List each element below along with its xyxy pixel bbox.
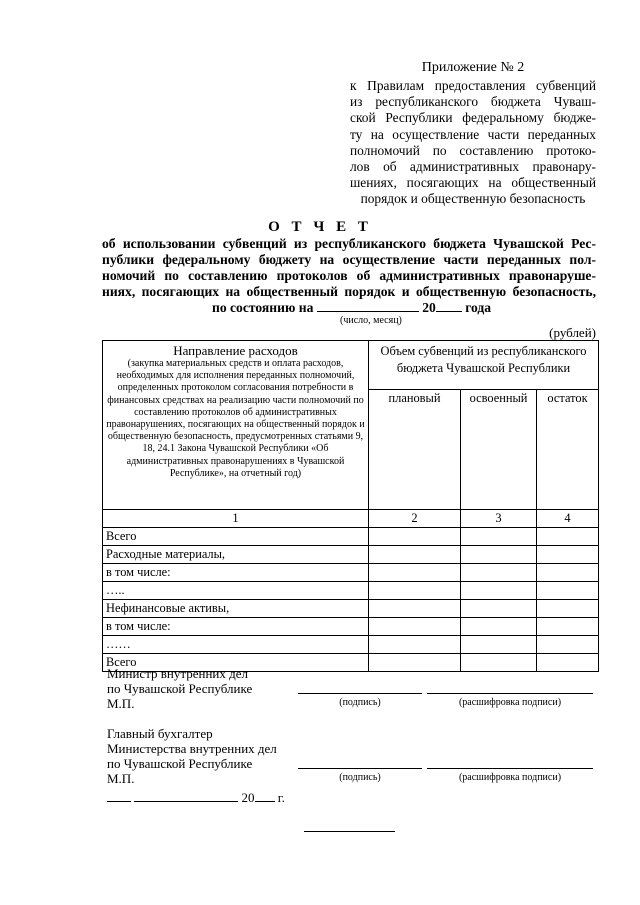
row-label: в том числе: [103,564,369,582]
used-cell[interactable] [461,564,537,582]
table-row [103,636,599,654]
table-row [103,600,599,618]
planned-cell[interactable] [369,528,461,546]
minister-title-line1: Министр внутренних дел [107,666,248,681]
signature-note: (подпись) [339,772,381,783]
row-label: Всего [103,654,369,672]
direction-header: Направление расходов [173,343,298,358]
date-note: (число, месяц) [340,315,402,326]
table-row [103,528,599,546]
appendix-line: порядок и общественную безопасность [360,191,586,207]
appendix-line: ту на осуществление части переданных [350,126,596,142]
accountant-title-line2: Министерства внутренних дел [107,741,277,756]
planned-cell[interactable] [369,582,461,600]
appendix-line: лов об административных правонару- [350,159,596,175]
signing-date-line [107,789,285,806]
used-cell[interactable] [461,528,537,546]
report-subtitle-line: номочий по составлению протоколов об административных правонаруше- [102,268,596,283]
appendix-line: ской Республики федеральному бюдже- [350,110,596,126]
minister-stamp: М.П. [107,696,135,711]
appendix-title: Приложение № 2 [421,60,525,75]
appendix-line: из республиканского бюджета Чуваш- [350,94,596,110]
row-label: Нефинансовые активы, [103,600,369,618]
used-cell[interactable] [461,636,537,654]
as-of-suffix: года [465,300,492,315]
direction-header-cell [103,341,369,510]
units-label: (рублей) [549,325,596,340]
accountant-signature-field[interactable] [298,768,422,769]
as-of-date-line [212,299,491,316]
row-label: ….. [103,582,369,600]
used-cell[interactable] [461,546,537,564]
used-cell[interactable] [461,600,537,618]
remainder-cell[interactable] [537,546,599,564]
date-suffix: г. [277,790,285,805]
column-number: 4 [537,510,599,528]
table-row [103,618,599,636]
column-numbers-row [103,510,599,528]
remainder-cell[interactable] [537,564,599,582]
volume-header: Объем субвенций из республиканского бюджета Чувашской Республики [369,341,599,390]
decoding-note: (расшифровка подписи) [458,697,562,708]
date-field[interactable] [317,299,419,312]
report-table [102,340,599,672]
planned-cell[interactable] [369,618,461,636]
table-header-row [103,341,599,390]
separator-line [304,831,395,832]
appendix-description [350,78,596,208]
planned-cell[interactable] [369,636,461,654]
accountant-title-line1: Главный бухгалтер [107,726,213,741]
table-row [103,582,599,600]
planned-cell[interactable] [369,564,461,582]
row-label: в том числе: [103,618,369,636]
remainder-cell[interactable] [537,636,599,654]
table-row [103,546,599,564]
used-header: освоенный [461,390,537,510]
row-label: …… [103,636,369,654]
appendix-line: полномочий по составлению протоко- [350,142,596,158]
used-cell[interactable] [461,618,537,636]
year-field[interactable] [436,299,462,312]
remainder-cell[interactable] [537,618,599,636]
planned-cell[interactable] [369,654,461,672]
column-number: 2 [369,510,461,528]
accountant-decoding-field[interactable] [427,768,593,769]
signature-note: (подпись) [339,697,381,708]
as-of-year: 20 [422,300,436,315]
date-year-field[interactable] [255,789,275,802]
remainder-cell[interactable] [537,600,599,618]
appendix-line: к Правилам предоставления субвенций [350,78,596,93]
remainder-cell[interactable] [537,582,599,600]
column-number: 1 [103,510,369,528]
used-cell[interactable] [461,582,537,600]
used-cell[interactable] [461,654,537,672]
accountant-title-line3: по Чувашской Республике [107,756,253,771]
accountant-stamp: М.П. [107,771,135,786]
minister-title-line2: по Чувашской Республике [107,681,253,696]
minister-decoding-field[interactable] [427,693,593,694]
row-label: Расходные материалы, [103,546,369,564]
report-title: О Т Ч Е Т [268,219,372,235]
table-row [103,564,599,582]
minister-signature-field[interactable] [298,693,422,694]
as-of-prefix: по состоянию на [212,300,314,315]
appendix-line: шениях, посягающих на общественный [350,175,596,191]
remainder-header: остаток [537,390,599,510]
date-year: 20 [241,790,255,805]
remainder-cell[interactable] [537,654,599,672]
report-subtitle-line: об использовании субвенций из республиканского бюджета Чувашской Рес- [102,236,596,251]
column-number: 3 [461,510,537,528]
report-subtitle-line: ниях, посягающих на общественный порядок и общественную безопасность, [102,284,596,299]
month-field[interactable] [134,789,238,802]
report-subtitle [102,236,596,300]
remainder-cell[interactable] [537,528,599,546]
planned-header: плановый [369,390,461,510]
row-label: Всего [103,528,369,546]
planned-cell[interactable] [369,546,461,564]
report-subtitle-line: публики федеральному бюджету на осуществление части переданных пол- [102,252,596,267]
planned-cell[interactable] [369,600,461,618]
decoding-note: (расшифровка подписи) [458,772,562,783]
direction-note: (закупка материальных средств и оплата расходов, необходимых для исполнения переданных полномочий, определенных протоколом согласования потребности в финансовых средствах на реализацию части полномочий по составлению протоколов об административных правонарушениях, посягающих на общественный порядок и общественную безопасность, предусмотренных статьями 9, 18, 24.1 Закона Чувашской Республики «Об административных правонарушениях в Чувашской Республике», на отчетный год) [106,358,365,479]
day-field[interactable] [107,789,131,802]
